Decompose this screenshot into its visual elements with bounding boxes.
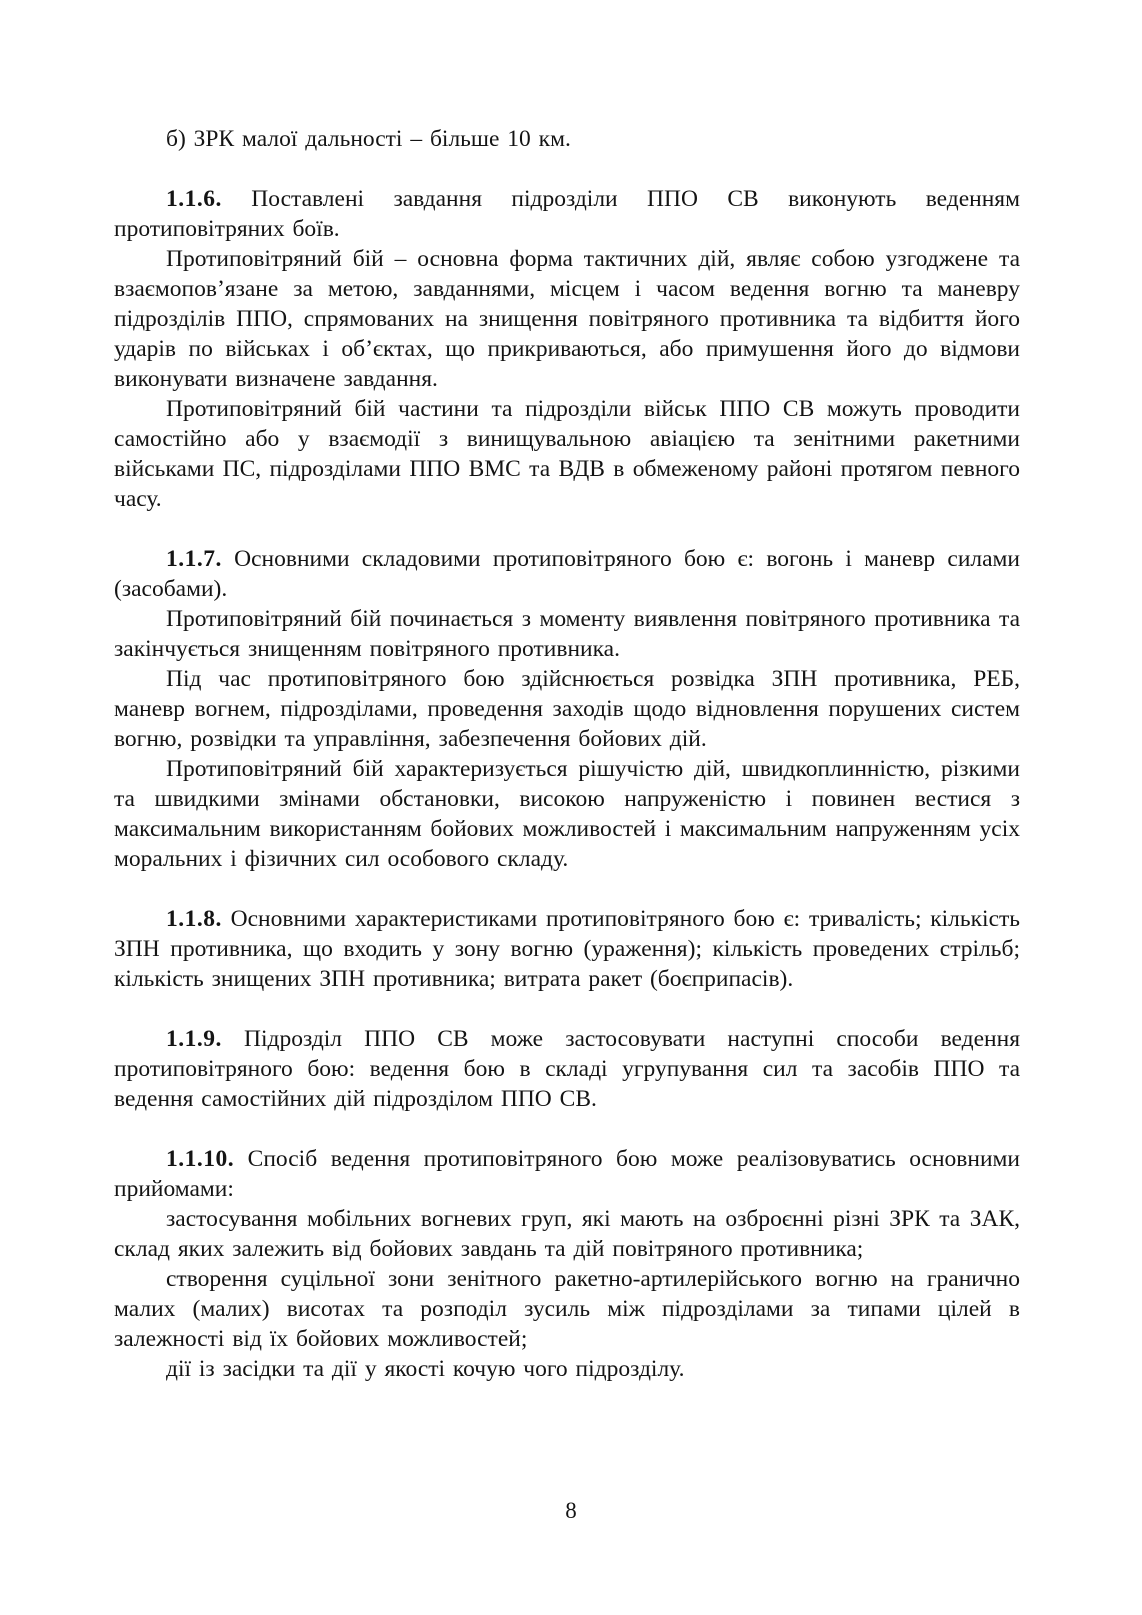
paragraph: б) ЗРК малої дальності – більше 10 км. [166, 126, 571, 152]
section-number: 1.1.9. [166, 1026, 222, 1052]
paragraph: Протиповітряний бій частини та підрозділи військ ППО СВ можуть проводити самостійно або у взаємодії з винищувальною авіацією та зенітними ракетними військами ПС, підрозділами ППО ВМС та ВДВ в обмеженому районі протягом певного часу. [114, 396, 1020, 512]
paragraph: Протиповітряний бій характеризується рішучістю дій, швидкоплинністю, різкими та швидкими змінами обстановки, високою напруженістю і повинен вестися з максимальним використанням бойових можливостей і максимальним напруженням усіх моральних і фізичних сил особового складу. [114, 756, 1020, 872]
paragraph: Під час протиповітряного бою здійснюється розвідка ЗПН противника, РЕБ, маневр вогнем, підрозділами, проведення заходів щодо відновлення порушених систем вогню, розвідки та управління, забезпечення бойових дій. [114, 666, 1020, 752]
section-paragraph: 1.1.6. Поставлені завдання підрозділи ППО СВ виконують веденням протиповітряних боїв. [114, 186, 1020, 242]
section-number: 1.1.10. [166, 1146, 235, 1172]
section-paragraph: 1.1.8. Основними характеристиками протиповітряного бою є: тривалість; кількість ЗПН противника, що входить у зону вогню (ураження); кількість проведених стрільб; кількість знищених ЗПН противника; витрата ракет (боєприпасів). [114, 906, 1020, 992]
paragraph: Протиповітряний бій – основна форма тактичних дій, являє собою узгоджене та взаємопов’язане за метою, завданнями, місцем і часом ведення вогню та маневру підрозділів ППО, спрямованих на знищення повітряного противника та відбиття його ударів по військах і об’єктах, що прикриваються, або примушення його до відмови виконувати визначене завдання. [114, 246, 1020, 392]
section-paragraph: 1.1.9. Підрозділ ППО СВ може застосовувати наступні способи ведення протиповітряного бою: ведення бою в складі угрупування сил та засобів ППО та ведення самостійних дій підрозділом ППО СВ. [114, 1026, 1020, 1112]
section-number: 1.1.8. [166, 906, 222, 932]
text-block [114, 124, 1020, 1384]
section-number: 1.1.7. [166, 546, 222, 572]
paragraph: створення суцільної зони зенітного ракетно-артилерійського вогню на гранично малих (малих) висотах та розподіл зусиль між підрозділами за типами цілей в залежності від їх бойових можливостей; [114, 1266, 1020, 1352]
paragraph: дії із засідки та дії у якості кочую чого підрозділу. [166, 1356, 685, 1382]
section-paragraph: 1.1.7. Основними складовими протиповітряного бою є: вогонь і маневр силами (засобами). [114, 546, 1020, 602]
section-number: 1.1.6. [166, 186, 222, 212]
paragraph: застосування мобільних вогневих груп, які мають на озброєнні різні ЗРК та ЗАК, склад яких залежить від бойових завдань та дій повітряного противника; [114, 1206, 1020, 1262]
paragraph: Протиповітряний бій починається з моменту виявлення повітряного противника та закінчується знищенням повітряного противника. [114, 606, 1020, 662]
page-number: 8 [565, 1498, 577, 1523]
section-paragraph: 1.1.10. Спосіб ведення протиповітряного бою може реалізовуватись основними прийомами: [114, 1146, 1020, 1202]
